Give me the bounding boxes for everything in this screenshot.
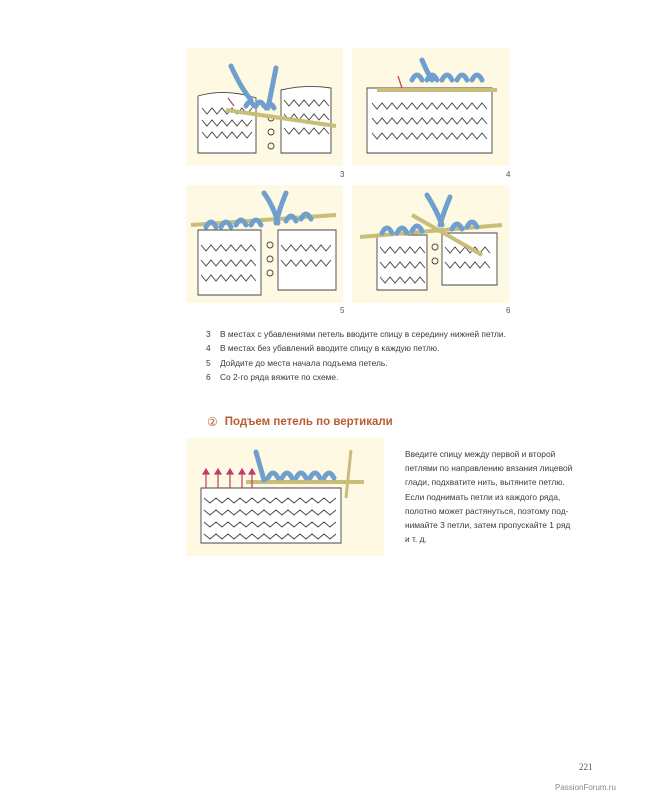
section-heading (207, 415, 393, 429)
description-line: петлями по направлению вязания лицевой (405, 463, 573, 474)
watermark: PassionForum.ru (555, 783, 616, 792)
description-line: нимайте 3 петли, затем пропускайте 1 ряд (405, 520, 571, 531)
vertical-pickup-illustration (186, 438, 384, 556)
figure-5-panel (186, 185, 343, 303)
figure-number: 5 (340, 306, 345, 315)
description-line: Введите спицу между первой и второй (405, 449, 556, 459)
section-number: ② (207, 415, 218, 429)
section-title: Подъем петель по вертикали (224, 416, 393, 428)
list-item (206, 327, 506, 341)
steps-list (206, 327, 506, 385)
step-text: В местах с убавлениями петель вводите спицу в середину нижней петли. (220, 329, 506, 339)
figure-number: 3 (340, 170, 345, 179)
description-line: и т. д. (405, 534, 427, 545)
step-number: 4 (206, 343, 211, 354)
step-number: 5 (206, 357, 211, 368)
figure-number: 6 (506, 306, 511, 315)
section-description (405, 447, 590, 546)
figure-number: 4 (506, 170, 511, 179)
figure-4-illustration (352, 48, 509, 166)
list-item (206, 356, 506, 370)
step-number: 3 (206, 329, 211, 339)
description-line: полотно может растянуться, поэтому под- (405, 505, 569, 516)
figure-3-panel (186, 48, 343, 166)
figure-3-illustration (186, 48, 343, 166)
list-item (206, 341, 506, 355)
figure-5-illustration (186, 185, 343, 303)
description-line: глади, подхватите нить, вытяните петлю. (405, 477, 565, 488)
step-number: 6 (206, 372, 211, 383)
step-text: Со 2-го ряда вяжите по схеме. (220, 372, 339, 383)
step-text: В местах без убавлений вводите спицу в каждую петлю. (220, 343, 440, 354)
figure-4-panel (352, 48, 509, 166)
list-item (206, 370, 506, 384)
page-number: 221 (579, 762, 593, 772)
description-line: Если поднимать петли из каждого ряда, (405, 491, 561, 502)
vertical-pickup-panel (186, 438, 384, 556)
figure-6-illustration (352, 185, 509, 303)
figure-6-panel (352, 185, 509, 303)
step-text: Дойдите до места начала подъема петель. (220, 357, 388, 368)
